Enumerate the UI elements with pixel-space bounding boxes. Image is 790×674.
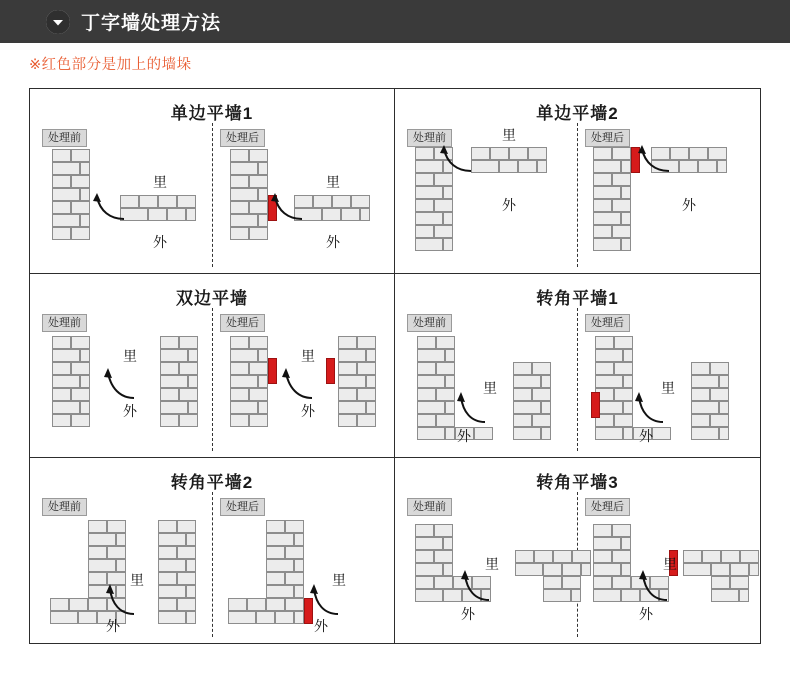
arrow-after [635, 141, 675, 177]
label-outside: 外 [639, 427, 653, 444]
panel-corner-flat-wall-3 [395, 458, 760, 643]
tag-after: 处理后 [585, 498, 630, 516]
tag-after: 处理后 [220, 498, 265, 516]
label-outside: 外 [153, 234, 167, 250]
tag-after: 处理后 [585, 314, 630, 332]
panel-corner-flat-wall-2 [30, 458, 395, 643]
label-inside: 里 [661, 379, 675, 396]
panel-single-flat-wall-1 [30, 89, 395, 274]
label-inside: 里 [301, 347, 315, 364]
panel-divider [212, 492, 213, 637]
panel-title: 转角平墙2 [170, 473, 254, 493]
panel-title: 转角平墙3 [536, 473, 619, 493]
label-inside: 里 [123, 347, 137, 364]
tag-before: 处理前 [407, 498, 452, 516]
arrow-after [280, 364, 320, 404]
arrow-after [268, 189, 308, 225]
page-title: 丁字墙处理方法 [81, 13, 222, 34]
chevron-down-circle-icon [46, 10, 70, 34]
panel-title: 单边平墙2 [536, 104, 619, 123]
red-added-pier-left [268, 358, 277, 384]
panel-divider [577, 308, 578, 452]
arrow-before [102, 364, 142, 404]
arrow-before [437, 141, 477, 177]
panel-single-flat-wall-2 [395, 89, 760, 274]
label-inside: 里 [483, 379, 497, 396]
panel-title: 单边平墙1 [170, 104, 254, 123]
label-inside: 里 [502, 127, 516, 143]
label-outside: 外 [314, 618, 328, 635]
diagram-grid [29, 88, 761, 644]
tag-after: 处理后 [220, 314, 265, 332]
panel-divider [212, 308, 213, 452]
tag-before: 处理前 [42, 129, 87, 147]
label-outside: 外 [301, 402, 315, 419]
panel-corner-flat-wall-1 [395, 274, 760, 459]
tag-after: 处理后 [585, 129, 630, 147]
panel-title: 转角平墙1 [536, 288, 619, 308]
label-outside: 外 [639, 606, 653, 623]
legend-note: ※红色部分是加上的墙垛 [29, 57, 192, 73]
label-inside: 里 [663, 556, 677, 573]
tag-after: 处理后 [220, 129, 265, 147]
page-header [0, 0, 790, 43]
tag-before: 处理前 [42, 498, 87, 516]
label-inside: 里 [130, 572, 144, 589]
panel-title: 双边平墙 [176, 288, 248, 308]
label-inside: 里 [332, 572, 346, 589]
panel-divider [577, 123, 578, 267]
tag-before: 处理前 [407, 314, 452, 332]
arrow-before [90, 189, 130, 225]
label-outside: 外 [326, 234, 340, 250]
panel-double-flat-wall [30, 274, 395, 459]
label-inside: 里 [326, 174, 340, 190]
label-outside: 外 [502, 197, 516, 213]
tag-before: 处理前 [407, 129, 452, 147]
label-outside: 外 [461, 606, 475, 623]
label-inside: 里 [153, 174, 167, 190]
label-inside: 里 [485, 556, 499, 573]
label-outside: 外 [106, 618, 120, 635]
label-outside: 外 [123, 402, 137, 419]
panel-divider [212, 123, 213, 267]
label-outside: 外 [457, 427, 471, 444]
label-outside: 外 [682, 197, 696, 213]
red-added-pier-right [326, 358, 335, 384]
tag-before: 处理前 [42, 314, 87, 332]
red-added-pier [591, 392, 600, 418]
